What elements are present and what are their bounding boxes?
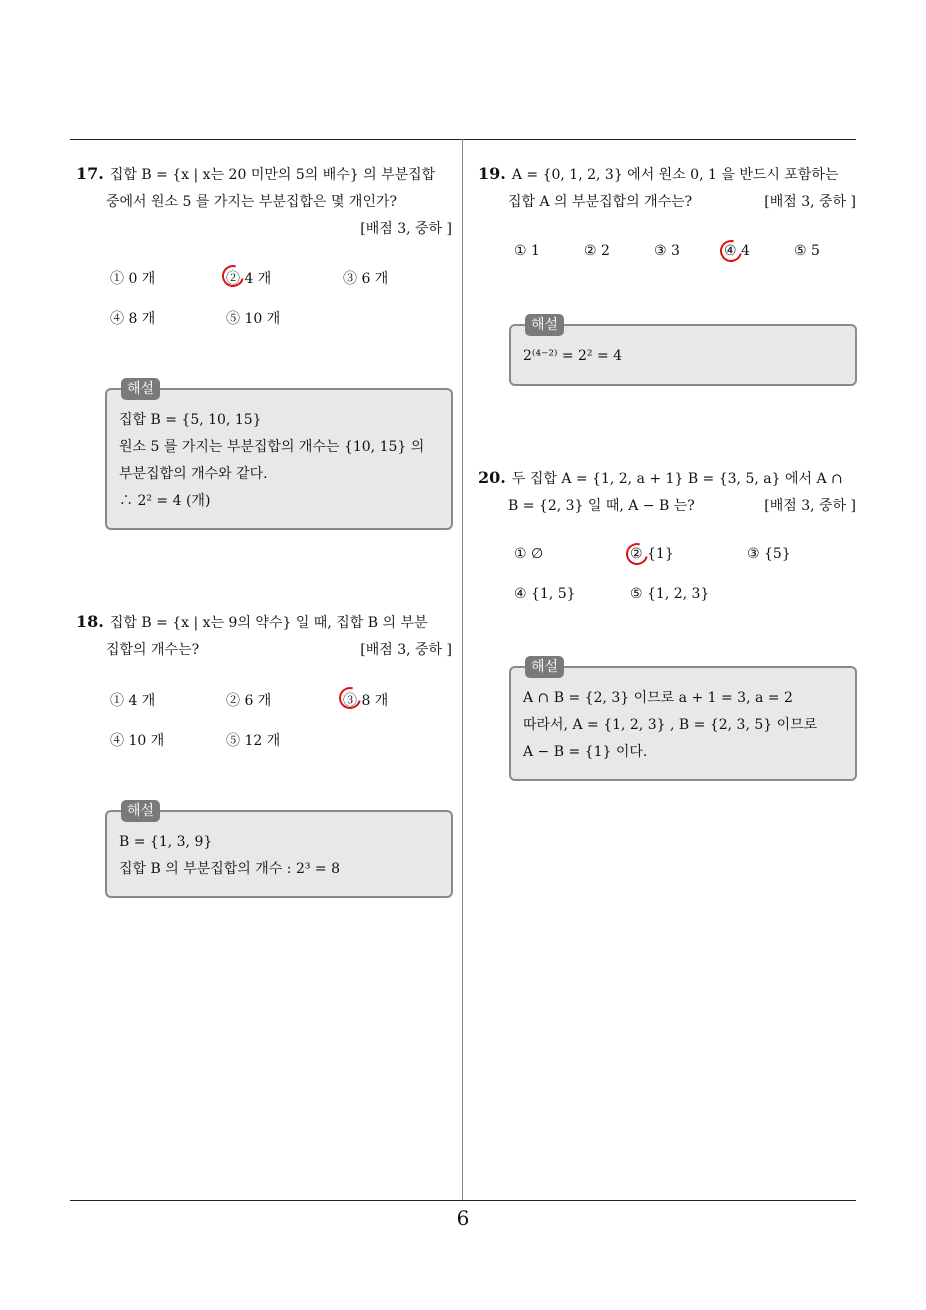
problem-20 <box>478 464 856 520</box>
solution-line: 집합 B = {5, 10, 15} <box>119 412 262 428</box>
question-line-1: 집합 B = {x | x는 9의 약수} 일 때, 집합 B 의 부분 <box>109 615 428 631</box>
solution-tag: 해설 <box>121 800 160 822</box>
solution-box <box>509 317 857 386</box>
page-number: 6 <box>456 1206 470 1230</box>
choice-2[interactable]: ② 6 개 <box>226 693 272 709</box>
solution-tag: 해설 <box>525 656 564 678</box>
question-line-1: A = {0, 1, 2, 3} 에서 원소 0, 1 을 반드시 포함하는 <box>511 167 839 183</box>
score-label: [배점 3, 중하 ] <box>764 498 856 514</box>
problem-number: 18. <box>76 612 104 631</box>
solution-box <box>105 803 453 898</box>
solution-tag: 해설 <box>525 314 564 336</box>
bottom-rule <box>70 1200 856 1201</box>
question-line-2: 중에서 원소 5 를 가지는 부분집합은 몇 개인가? <box>106 194 397 210</box>
choice-1[interactable]: ① 4 개 <box>110 693 156 709</box>
problem-number: 19. <box>478 164 506 183</box>
solution-line: 원소 5 를 가지는 부분집합의 개수는 {10, 15} 의 <box>119 439 425 455</box>
question-line-2: 집합의 개수는? <box>106 642 200 658</box>
column-divider <box>462 139 463 1201</box>
solution-tag: 해설 <box>121 378 160 400</box>
solution-line: A − B = {1} 이다. <box>523 744 648 760</box>
problem-19 <box>478 160 856 216</box>
choice-5[interactable]: ⑤ 12 개 <box>226 733 281 749</box>
question-line-1: 두 집합 A = {1, 2, a + 1} B = {3, 5, a} 에서 A ∩ <box>511 471 843 487</box>
choice-4[interactable]: ④ 4 <box>724 243 750 259</box>
answer-mark <box>716 236 746 266</box>
solution-box <box>105 381 453 530</box>
solution-box <box>509 659 857 781</box>
question-line-2: 집합 A 의 부분집합의 개수는? <box>508 194 693 210</box>
choice-4[interactable]: ④ {1, 5} <box>514 586 576 602</box>
choice-4[interactable]: ④ 8 개 <box>110 311 156 327</box>
answer-mark <box>622 539 652 569</box>
choice-3[interactable]: ③ 6 개 <box>343 271 389 287</box>
choice-2[interactable]: ② 2 <box>584 243 610 259</box>
solution-line: 따라서, A = {1, 2, 3} , B = {2, 3, 5} 이므로 <box>523 717 818 733</box>
choice-5[interactable]: ⑤ {1, 2, 3} <box>630 586 710 602</box>
choice-3[interactable]: ③ {5} <box>747 546 791 562</box>
choice-3[interactable]: ③ 8 개 <box>343 693 389 709</box>
solution-line: B = {1, 3, 9} <box>119 834 213 850</box>
solution-line: A ∩ B = {2, 3} 이므로 a + 1 = 3, a = 2 <box>523 690 793 706</box>
solution-line: ∴ 2² = 4 (개) <box>119 493 211 509</box>
top-rule <box>70 139 856 140</box>
choice-2[interactable]: ② {1} <box>630 546 674 562</box>
choice-2[interactable]: ② 4 개 <box>226 271 272 287</box>
solution-line: 부분집합의 개수와 같다. <box>119 466 268 482</box>
problem-17 <box>76 160 452 243</box>
choice-3[interactable]: ③ 3 <box>654 243 680 259</box>
solution-line: 2⁽⁴⁻²⁾ = 2² = 4 <box>523 348 623 364</box>
choice-1[interactable]: ① ∅ <box>514 546 544 562</box>
problem-number: 20. <box>478 468 506 487</box>
problem-number: 17. <box>76 164 104 183</box>
choice-5[interactable]: ⑤ 5 <box>794 243 820 259</box>
choice-1[interactable]: ① 1 <box>514 243 540 259</box>
question-line-1: 집합 B = {x | x는 20 미만의 5의 배수} 의 부분집합 <box>109 167 436 183</box>
choice-4[interactable]: ④ 10 개 <box>110 733 165 749</box>
choice-1[interactable]: ① 0 개 <box>110 271 156 287</box>
problem-18 <box>76 608 452 664</box>
question-line-2: B = {2, 3} 일 때, A − B 는? <box>508 498 695 514</box>
choice-5[interactable]: ⑤ 10 개 <box>226 311 281 327</box>
score-label: [배점 3, 중하 ] <box>360 642 452 658</box>
score-label: [배점 3, 중하 ] <box>764 194 856 210</box>
solution-line: 집합 B 의 부분집합의 개수 : 2³ = 8 <box>119 861 341 877</box>
score-label: [배점 3, 중하 ] <box>360 221 452 237</box>
